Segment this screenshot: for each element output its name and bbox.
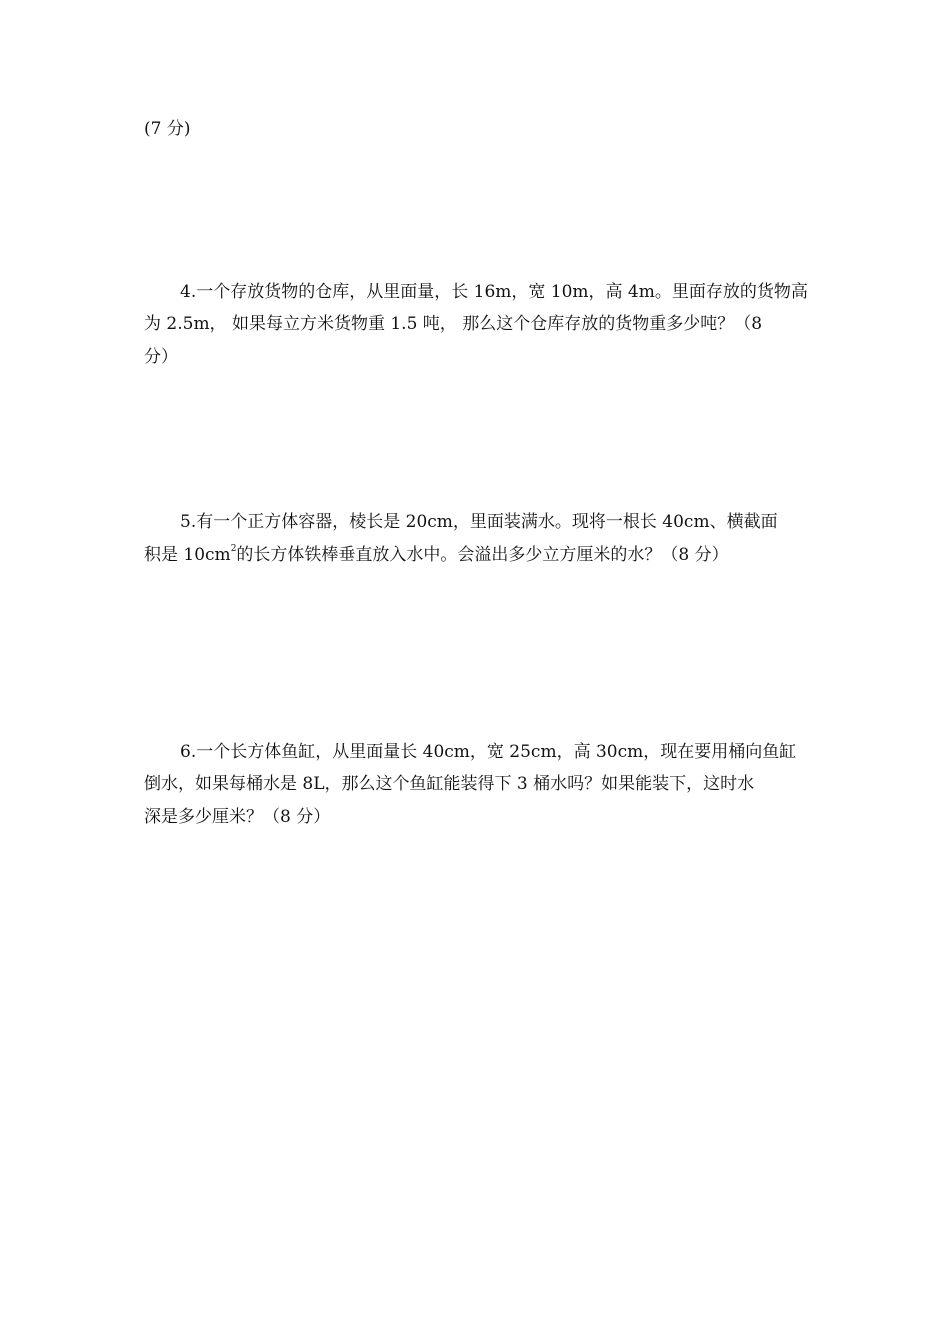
question-5-line-2 <box>144 545 729 565</box>
question-6-line-1: 6.一个长方体鱼缸，从里面量长 40cm，宽 25cm，高 30cm，现在要用桶向鱼缸 <box>180 742 797 762</box>
square-superscript: 2 <box>230 544 237 555</box>
question-6-line-3: 深是多少厘米？（8 分） <box>144 807 331 827</box>
question-4-line-2: 为 2.5m， 如果每立方米货物重 1.5 吨， 那么这个仓库存放的货物重多少吨？（8 <box>144 314 763 334</box>
question-5-line-1: 5.有一个正方体容器，棱长是 20cm，里面装满水。现将一根长 40cm、横截面 <box>180 512 778 532</box>
question-5-line-2-end: 的长方体铁棒垂直放入水中。会溢出多少立方厘米的水？（8 分） <box>236 545 729 565</box>
question-5-line-2-start: 积是 10cm <box>144 545 231 565</box>
question-6-line-2: 倒水，如果每桶水是 8L，那么这个鱼缸能装得下 3 桶水吗？如果能装下，这时水 <box>144 774 755 794</box>
previous-question-score: (7 分) <box>144 119 191 139</box>
question-4-line-1: 4.一个存放货物的仓库，从里面量，长 16m，宽 10m，高 4m。里面存放的货物高 <box>180 282 808 302</box>
question-4-line-3: 分） <box>144 347 178 367</box>
